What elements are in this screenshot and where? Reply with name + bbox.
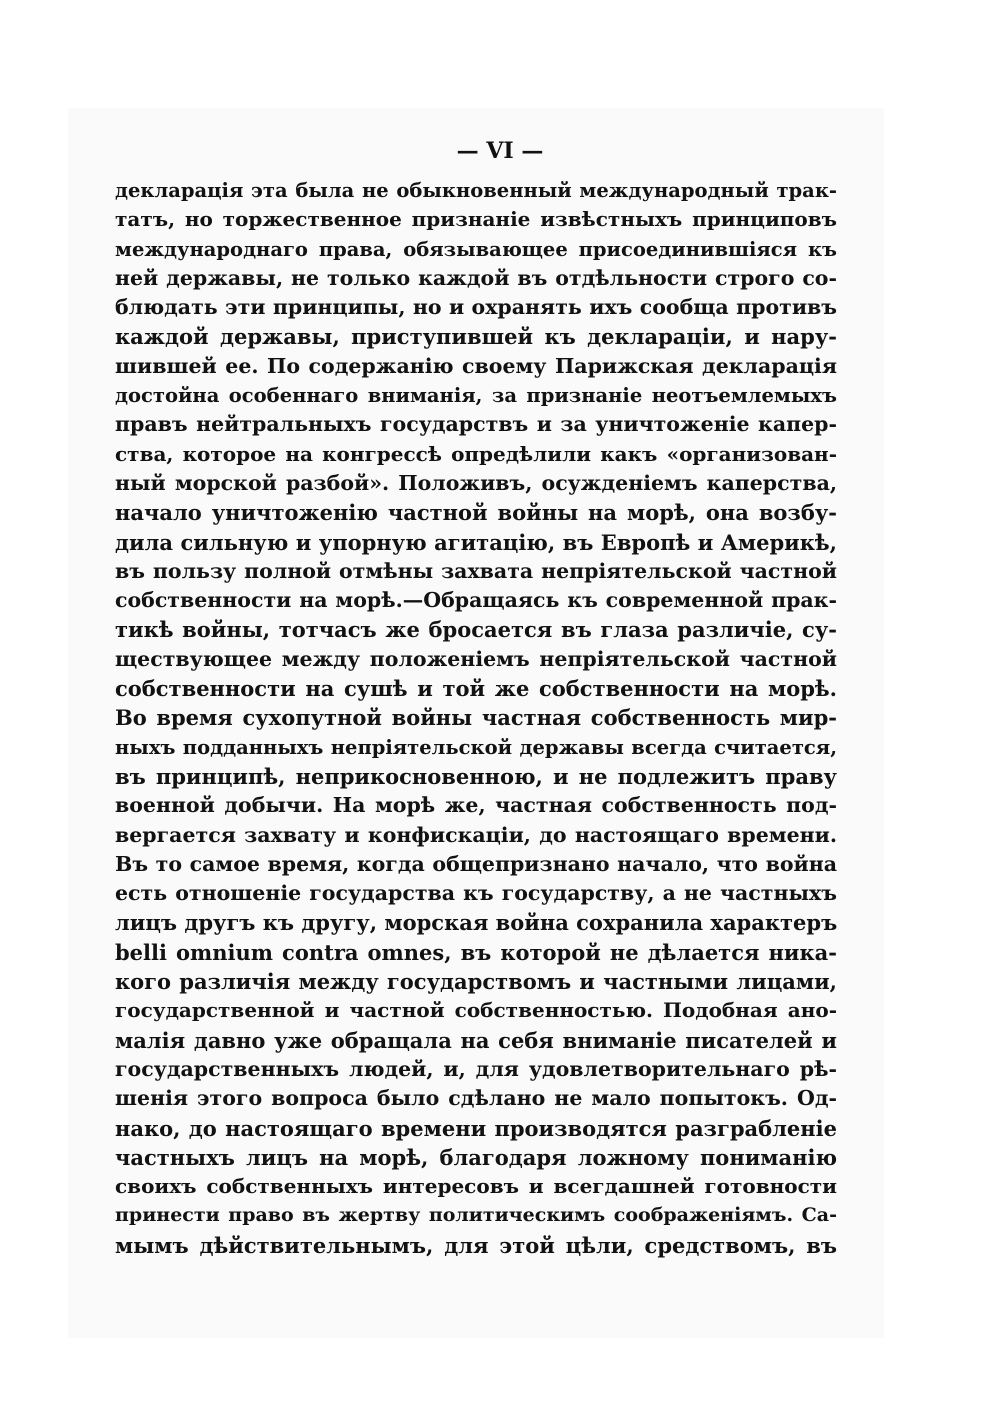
text-line: шенія этого вопроса было сдѣлано не мало попытокъ. Од-	[115, 1086, 837, 1111]
text-line: ныхъ подданныхъ непріятельской державы всегда считается,	[115, 735, 837, 759]
text-line: ства, которое на конгрессѣ опредѣлили какъ «организован-	[115, 441, 837, 466]
text-line: каждой державы, приступившей къ деклараціи, и нару-	[115, 324, 837, 350]
body-text	[115, 176, 837, 1260]
text-line: въ принципѣ, неприкосновенною, и не подлежитъ праву	[115, 763, 837, 789]
text-line: государственныхъ людей, и, для удовлетворительнаго рѣ-	[115, 1056, 837, 1081]
text-line: нако, до настоящаго времени производятся разграбленіе	[115, 1115, 837, 1141]
text-line: малія давно уже обращала на себя вниманіе писателей и	[115, 1027, 837, 1053]
text-line: начало уничтоженію частной войны на морѣ, она возбу-	[115, 500, 837, 526]
text-line: принести право въ жертву политическимъ соображеніямъ. Са-	[115, 1204, 837, 1227]
text-line: кого различія между государствомъ и частными лицами,	[115, 969, 837, 995]
text-line: государственной и частной собственностью. Подобная ано-	[115, 998, 837, 1023]
text-line: Въ то самое время, когда общепризнано начало, что война	[115, 851, 837, 876]
text-line: дила сильную и упорную агитацію, въ Европѣ и Америкѣ,	[115, 529, 837, 555]
text-line: правъ нейтральныхъ государствъ и за уничтоженіе капер-	[115, 412, 837, 437]
text-line: ный морской разбой». Положивъ, осужденіемъ каперства,	[115, 470, 837, 495]
page-number-header: — VI —	[456, 138, 544, 164]
text-line: международнаго права, обязывающее присоединившіяся къ	[115, 237, 837, 261]
text-line: есть отношеніе государства къ государству, а не частныхъ	[115, 881, 837, 906]
text-line: ществующее между положеніемъ непріятельской частной	[115, 646, 837, 671]
text-line: ней державы, не только каждой въ отдѣльности строго со-	[115, 265, 837, 290]
text-line: блюдать эти принципы, но и охранять ихъ сообща противъ	[115, 295, 837, 320]
text-line: достойна особеннаго вниманія, за признаніе неотъемлемыхъ	[115, 384, 837, 408]
text-line: военной добычи. На морѣ же, частная собственность под-	[115, 793, 837, 818]
text-line: декларація эта была не обыкновенный международный трак-	[115, 179, 837, 202]
text-line: собственности на морѣ.—Обращаясь къ современной прак-	[115, 588, 837, 613]
text-line: belli omnium contra omnes, въ которой не дѣлается ника-	[115, 939, 837, 965]
text-line: своихъ собственныхъ интересовъ и всегдашней готовности	[115, 1174, 837, 1199]
text-line: мымъ дѣйствительнымъ, для этой цѣли, средствомъ, въ	[115, 1232, 837, 1258]
text-line: лицъ другъ къ другу, морская война сохранила характеръ	[115, 910, 837, 936]
text-line: шившей ее. По содержанію своему Парижская декларація	[115, 353, 837, 378]
text-line: Во время сухопутной войны частная собственность мир-	[115, 705, 837, 731]
text-line: частныхъ лицъ на морѣ, благодаря ложному пониманію	[115, 1144, 837, 1170]
text-line: татъ, но торжественное признаніе извѣстныхъ принциповъ	[115, 207, 837, 232]
text-line: вергается захвату и конфискаціи, до настоящаго времени.	[115, 822, 837, 847]
text-line: въ пользу полной отмѣны захвата непріятельской частной	[115, 558, 837, 583]
text-line: тикѣ войны, тотчасъ же бросается въ глаза различіе, су-	[115, 617, 837, 643]
text-line: собственности на сушѣ и той же собственности на морѣ.	[115, 676, 837, 702]
